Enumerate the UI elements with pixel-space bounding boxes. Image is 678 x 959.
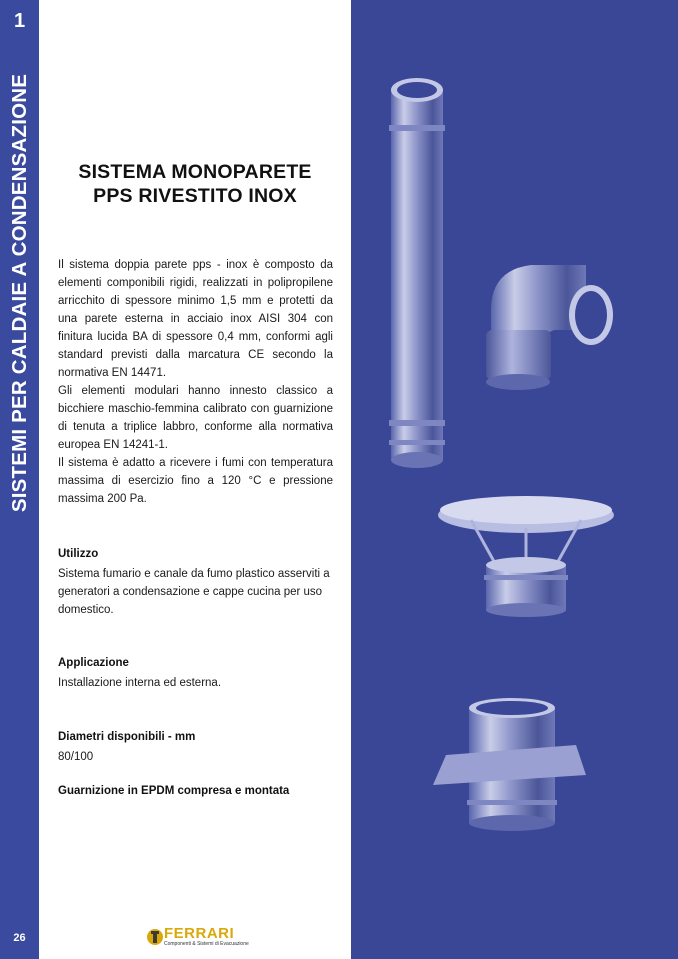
product-illustrations bbox=[351, 0, 678, 959]
page-title-line-2: PPS RIVESTITO INOX bbox=[93, 185, 297, 207]
description-paragraph-3: Il sistema è adatto a ricevere i fumi con temperatura massima di esercizio fino a 120 °C e pressione massima 200 Pa. bbox=[58, 457, 333, 505]
description bbox=[58, 256, 333, 508]
page-title-line-1: SISTEMA MONOPARETE bbox=[78, 161, 312, 183]
applicazione-title: Applicazione bbox=[58, 657, 129, 669]
logo-tagline: Componenti & Sistemi di Evacuazione bbox=[164, 941, 249, 947]
logo-emblem-icon bbox=[146, 926, 164, 948]
utilizzo-text: Sistema fumario e canale da fumo plastico asserviti a generatori a condensazione e cappe cucina per uso domestico. bbox=[58, 568, 330, 616]
utilizzo-title: Utilizzo bbox=[58, 548, 99, 560]
logo-word: FERRARI bbox=[164, 925, 235, 942]
applicazione-text: Installazione interna ed esterna. bbox=[58, 677, 222, 689]
ferrari-logo bbox=[146, 924, 249, 950]
description-paragraph-1: Il sistema doppia parete pps - inox è composto da elementi componibili rigidi, realizzati in polipropilene arricchito di spessore minimo 1,5 mm e protetti da una parete esterna in acciaio inox AISI 304 con finitura lucida BA di spessore 0,4 mm, conformi agli standard previsti dalla marcatura CE secondo la normativa EN 14471. bbox=[58, 259, 333, 379]
product-panel bbox=[351, 0, 678, 959]
diametri-title: Diametri disponibili - mm bbox=[58, 731, 196, 743]
straight-pipe-icon bbox=[389, 78, 445, 468]
diametri-text: 80/100 bbox=[58, 751, 94, 763]
chimney-cap-icon bbox=[438, 496, 614, 617]
description-paragraph-2: Gli elementi modulari hanno innesto classico a bicchiere maschio-femmina calibrato con guarnizione di tenuta a triplice labbro, conforme alla normativa europea EN 14241-1. bbox=[58, 385, 333, 451]
section-title-wrap bbox=[3, 40, 36, 545]
plate-pipe-adapter-icon bbox=[433, 698, 586, 831]
elbow-fitting-icon bbox=[486, 265, 613, 390]
chapter-number: 1 bbox=[13, 10, 26, 32]
page-number: 26 bbox=[13, 932, 26, 944]
guarnizione-title: Guarnizione in EPDM compresa e montata bbox=[58, 785, 290, 797]
section-title: SISTEMI PER CALDAIE A CONDENSAZIONE bbox=[7, 73, 31, 512]
sidebar bbox=[0, 0, 39, 959]
page-title bbox=[40, 160, 350, 208]
